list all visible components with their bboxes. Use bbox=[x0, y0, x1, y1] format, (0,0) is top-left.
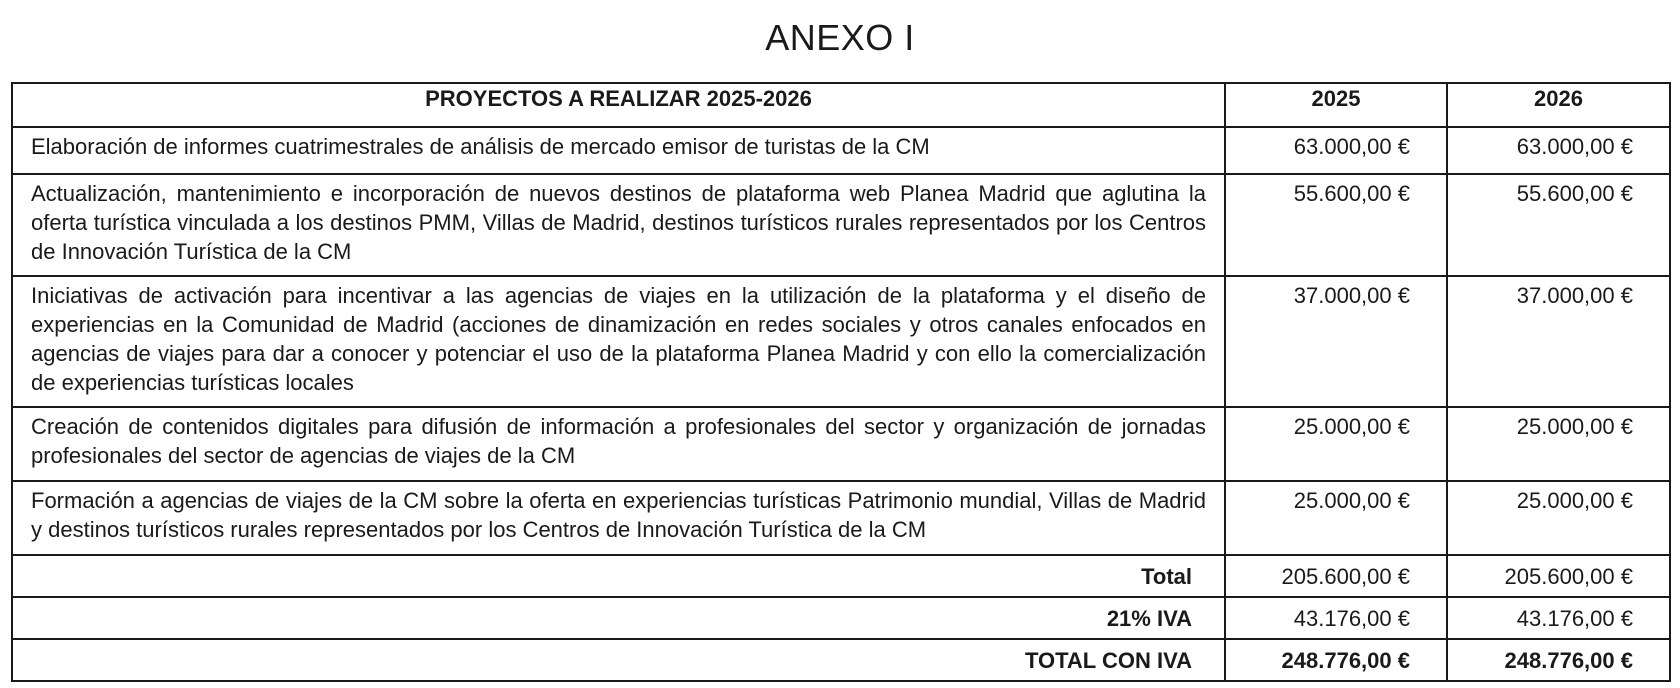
grand-total-2025: 248.776,00 € bbox=[1225, 639, 1447, 681]
project-description: Actualización, mantenimiento e incorporación de nuevos destinos de plataforma web Planea Madrid que aglutina la oferta turística vinculada a los destinos PMM, Villas de Madrid, destinos turísticos rurales representados por los Centros de Innovación Turística de la CM bbox=[12, 174, 1225, 276]
total-row bbox=[12, 555, 1670, 597]
vat-row bbox=[12, 597, 1670, 639]
grand-total-2026: 248.776,00 € bbox=[1447, 639, 1670, 681]
amount-2025: 25.000,00 € bbox=[1225, 481, 1447, 555]
grand-total-label: TOTAL CON IVA bbox=[12, 639, 1225, 681]
amount-2025: 55.600,00 € bbox=[1225, 174, 1447, 276]
header-projects: PROYECTOS A REALIZAR 2025-2026 bbox=[12, 83, 1225, 127]
table-header-row bbox=[12, 83, 1670, 127]
project-description: Elaboración de informes cuatrimestrales de análisis de mercado emisor de turistas de la CM bbox=[12, 127, 1225, 174]
table-row bbox=[12, 481, 1670, 555]
total-2026: 205.600,00 € bbox=[1447, 555, 1670, 597]
project-description: Formación a agencias de viajes de la CM sobre la oferta en experiencias turísticas Patrimonio mundial, Villas de Madrid y destinos turísticos rurales representados por los Centros de Innovación Turística de la CM bbox=[12, 481, 1225, 555]
total-label: Total bbox=[12, 555, 1225, 597]
amount-2025: 25.000,00 € bbox=[1225, 407, 1447, 481]
vat-label: 21% IVA bbox=[12, 597, 1225, 639]
project-description: Creación de contenidos digitales para difusión de información a profesionales del sector y organización de jornadas profesionales del sector de agencias de viajes de la CM bbox=[12, 407, 1225, 481]
table-row bbox=[12, 174, 1670, 276]
amount-2026: 63.000,00 € bbox=[1447, 127, 1670, 174]
document-title: ANEXO I bbox=[765, 17, 915, 58]
grand-total-row bbox=[12, 639, 1670, 681]
amount-2025: 63.000,00 € bbox=[1225, 127, 1447, 174]
amount-2026: 25.000,00 € bbox=[1447, 407, 1670, 481]
header-year-2026: 2026 bbox=[1447, 83, 1670, 127]
table-row bbox=[12, 407, 1670, 481]
total-2025: 205.600,00 € bbox=[1225, 555, 1447, 597]
amount-2026: 55.600,00 € bbox=[1447, 174, 1670, 276]
vat-2025: 43.176,00 € bbox=[1225, 597, 1447, 639]
vat-2026: 43.176,00 € bbox=[1447, 597, 1670, 639]
amount-2025: 37.000,00 € bbox=[1225, 276, 1447, 407]
table-row bbox=[12, 127, 1670, 174]
table-row bbox=[12, 276, 1670, 407]
projects-budget-table bbox=[11, 82, 1671, 682]
header-year-2025: 2025 bbox=[1225, 83, 1447, 127]
project-description: Iniciativas de activación para incentivar a las agencias de viajes en la utilización de la plataforma y el diseño de experiencias en la Comunidad de Madrid (acciones de dinamización en redes sociales y otros canales enfocados en agencias de viajes para dar a conocer y potenciar el uso de la plataforma Planea Madrid y con ello la comercialización de experiencias turísticas locales bbox=[12, 276, 1225, 407]
amount-2026: 25.000,00 € bbox=[1447, 481, 1670, 555]
amount-2026: 37.000,00 € bbox=[1447, 276, 1670, 407]
